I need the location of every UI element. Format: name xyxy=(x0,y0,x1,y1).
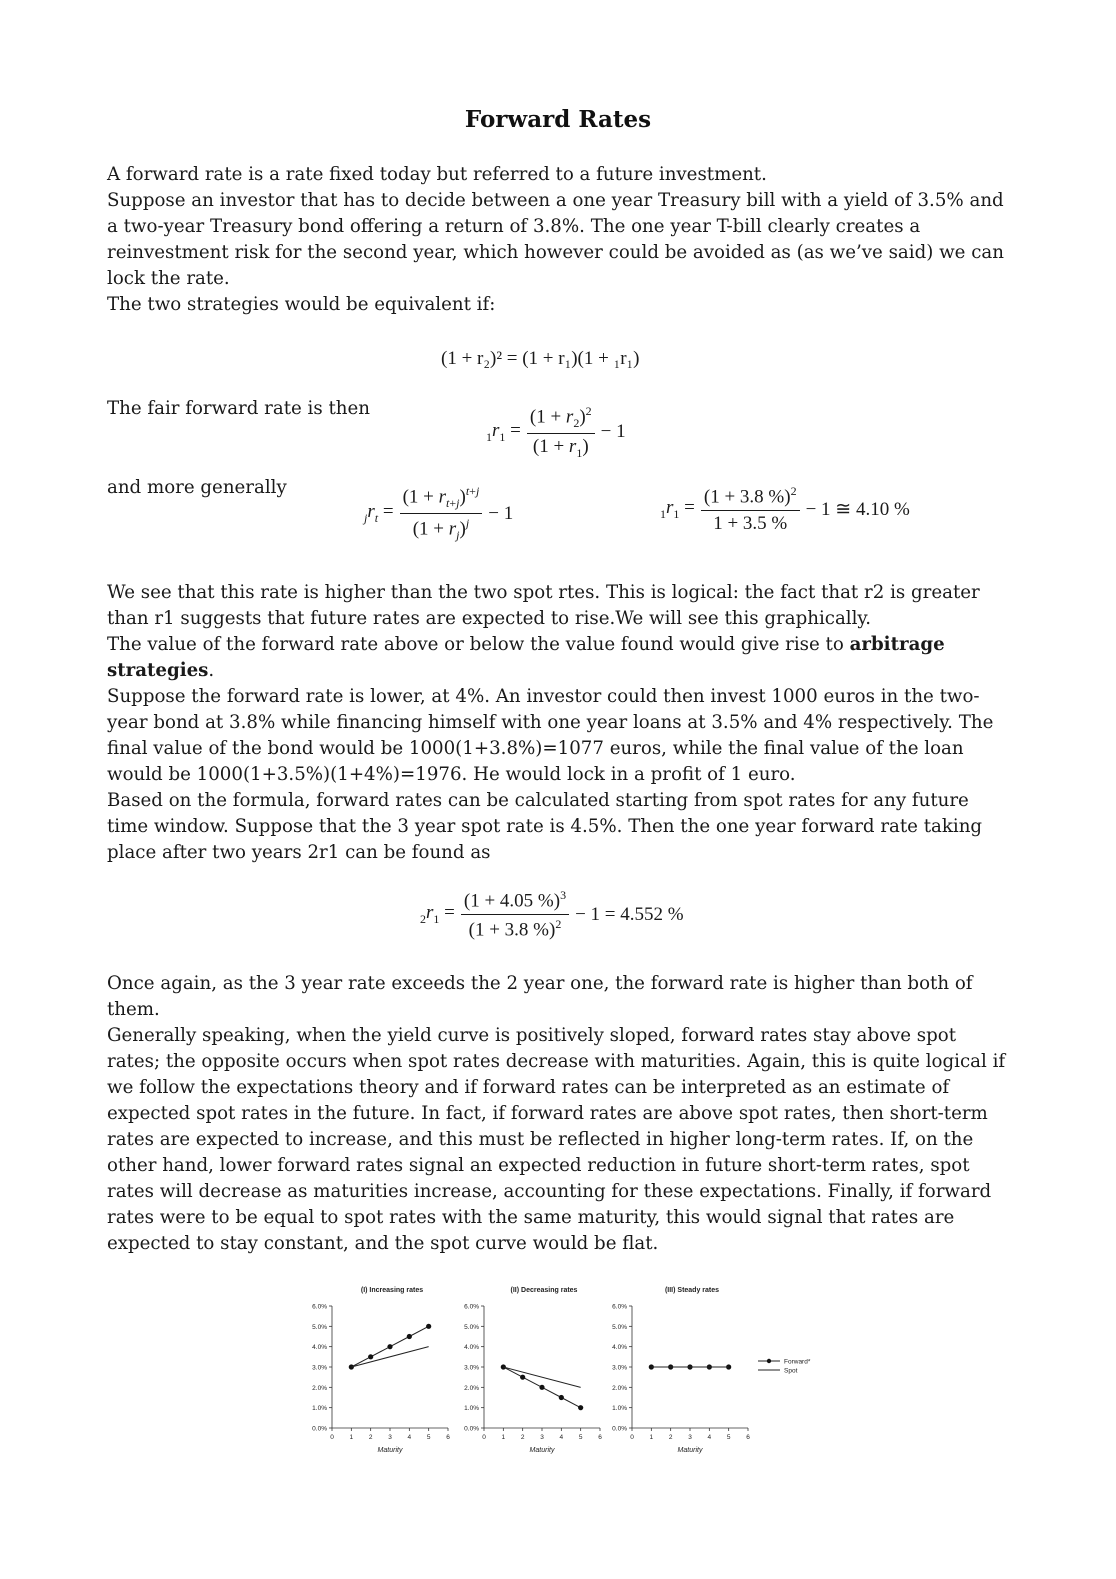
x-tick-label: 6 xyxy=(446,1434,450,1441)
formula-numerator: 4.05 % xyxy=(499,890,554,912)
x-tick-label: 3 xyxy=(540,1434,544,1441)
x-tick-label: 2 xyxy=(668,1434,673,1441)
x-tick-label: 1 xyxy=(649,1434,654,1441)
yield-curve-text xyxy=(107,971,1007,1257)
y-tick-label: 6.0% xyxy=(612,1303,627,1311)
y-tick-label: 1.0% xyxy=(312,1405,327,1413)
y-tick-label: 5.0% xyxy=(612,1323,627,1331)
paragraph: Generally speaking, when the yield curve is positively sloped, forward rates stay above spot rates; the opposite occurs when spot rates decrease with maturities. Again, this is quite logical if we follow the expectations theory and if forward rates can be interpreted as an estimate of expected spot rates in the future. In fact, if forward rates are above spot rates, then short-term rates are expected to increase, and this must be reflected in higher long-term rates. If, on the other hand, lower forward rates signal an expected reduction in future short-term rates, spot rates will decrease as maturities increase, accounting for these expectations. Finally, if forward rates were to be equal to spot rates with the same maturity, this would signal that rates are expected to stay constant, and the spot curve would be flat. xyxy=(107,1025,1006,1254)
y-tick-label: 0.0% xyxy=(312,1425,327,1433)
chart-title: (II) Decreasing rates xyxy=(510,1287,578,1294)
paragraph: The two strategies would be equivalent if: xyxy=(107,294,496,315)
forward-point xyxy=(520,1375,525,1380)
general-label: and more generally xyxy=(107,477,287,498)
forward-point xyxy=(559,1395,564,1400)
arbitrage-bold: arbitrage strategies xyxy=(107,634,945,681)
y-tick-label: 1.0% xyxy=(612,1405,627,1413)
paragraph: Suppose the forward rate is lower, at 4%. An investor could then invest 1000 euros in the two-year bond at 3.8% while financing himself with one year loans at 3.5% and 4% respectively. The final value of the bond would be 1000(1+3.8%)=1077 euros, while the final value of the loan would be 1000(1+3.5%)(1+4%)=1976. He would lock in a profit of 1 euro. xyxy=(107,686,994,785)
x-tick-label: 2 xyxy=(368,1434,373,1441)
equivalence-formula xyxy=(441,348,640,370)
x-tick-label: 1 xyxy=(349,1434,354,1441)
legend-label: Spot xyxy=(784,1367,798,1375)
x-tick-label: 0 xyxy=(630,1434,634,1441)
legend-label: Forward* xyxy=(784,1358,811,1366)
y-tick-label: 0.0% xyxy=(464,1425,479,1433)
x-tick-label: 3 xyxy=(688,1434,692,1441)
y-tick-label: 6.0% xyxy=(464,1303,479,1311)
y-tick-label: 2.0% xyxy=(464,1384,479,1392)
fair-forward-label: The fair forward rate is then xyxy=(107,398,370,419)
formula-denominator: 3.8 % xyxy=(504,919,549,941)
forward-point xyxy=(426,1324,431,1329)
x-tick-label: 0 xyxy=(330,1434,334,1441)
chart-title: (I) Increasing rates xyxy=(360,1287,424,1294)
x-tick-label: 6 xyxy=(746,1434,750,1441)
x-tick-label: 6 xyxy=(598,1434,602,1441)
formula-constant: 1 xyxy=(616,421,626,443)
arbitrage-text xyxy=(107,580,1007,866)
x-tick-label: 4 xyxy=(707,1434,712,1441)
x-axis-label: Maturity xyxy=(677,1447,703,1454)
x-tick-label: 5 xyxy=(726,1434,731,1441)
formula-result: = 4.552 % xyxy=(604,903,684,925)
y-tick-label: 2.0% xyxy=(312,1384,327,1392)
y-tick-label: 2.0% xyxy=(612,1384,627,1392)
formula-text: (1 + r₂)² = (1 + r₁)(1 + ₁r₁) xyxy=(441,348,640,369)
paragraph: A forward rate is a rate fixed today but referred to a future investment. xyxy=(107,164,767,185)
y-tick-label: 4.0% xyxy=(612,1344,627,1352)
formula-denominator: 1 + 3.5 % xyxy=(713,513,788,535)
y-tick-label: 5.0% xyxy=(312,1323,327,1331)
paragraph: We see that this rate is higher than the two spot rtes. This is logical: the fact that r2 is greater than r1 suggests that future rates are expected to rise.We will see this graphically. xyxy=(107,582,980,629)
forward-point xyxy=(407,1334,412,1339)
fair-forward-formula: $_1r_1$ = $\frac{(1 + r_2)^2}{(1 + r_1)}$ − 1 xyxy=(486,404,626,460)
forward-point xyxy=(368,1354,373,1359)
numeric-forward-formula: $_1r_1$ = $\frac{(1 + 3.8 \%)^2}{1 + 3.5 \%}$ − 1 ≅ 4.10 % xyxy=(660,484,910,535)
x-tick-label: 4 xyxy=(407,1434,412,1441)
intro-text xyxy=(107,162,1007,318)
x-tick-label: 4 xyxy=(559,1434,564,1441)
formula-numerator: 3.8 % xyxy=(739,486,785,508)
y-tick-label: 6.0% xyxy=(312,1303,327,1311)
paragraph: Based on the formula, forward rates can be calculated starting from spot rates for any future time window. Suppose that the 3 year spot rate is 4.5%. Then the one year forward rate taking place after two years 2r1 can be found as xyxy=(107,790,983,863)
x-axis-label: Maturity xyxy=(529,1447,555,1454)
x-tick-label: 3 xyxy=(388,1434,392,1441)
forward-spot-charts xyxy=(290,1278,830,1468)
forward-point xyxy=(578,1405,583,1410)
forward-point xyxy=(387,1344,392,1349)
y-tick-label: 1.0% xyxy=(464,1405,479,1413)
y-tick-label: 4.0% xyxy=(464,1344,479,1352)
y-tick-label: 3.0% xyxy=(464,1364,479,1372)
page-title: Forward Rates xyxy=(464,106,652,133)
x-axis-label: Maturity xyxy=(377,1447,403,1454)
y-tick-label: 0.0% xyxy=(612,1425,627,1433)
spot-line xyxy=(351,1347,428,1367)
paragraph: Suppose an investor that has to decide between a one year Treasury bill with a yield of 3.5% and a two-year Treasury bond offering a return of 3.8%. The one year T-bill clearly creates a reinvestment risk for the second year, which however could be avoided as (as we’ve said) we can lock the rate. xyxy=(107,190,1004,289)
spot-line xyxy=(503,1367,580,1387)
chart-title: (III) Steady rates xyxy=(664,1287,720,1294)
legend-forward-marker xyxy=(767,1359,771,1363)
y-tick-label: 3.0% xyxy=(312,1364,327,1372)
forward-point xyxy=(539,1385,544,1390)
x-tick-label: 5 xyxy=(426,1434,431,1441)
two-year-forward-formula: $_2r_1$ = $\frac{(1 + 4.05 \%)^3}{(1 + 3.8 \%)^2}$ − 1 = 4.552 % xyxy=(420,888,684,941)
x-tick-label: 1 xyxy=(501,1434,506,1441)
y-tick-label: 3.0% xyxy=(612,1364,627,1372)
general-forward-formula: $_jr_t$ = $\frac{(1 + r_{t+j})^{t+j}}{(1 + r_j)^j}$ − 1 xyxy=(364,484,514,543)
x-tick-label: 5 xyxy=(578,1434,583,1441)
paragraph: Once again, as the 3 year rate exceeds the 2 year one, the forward rate is higher than both of them. xyxy=(107,973,973,1020)
x-tick-label: 2 xyxy=(520,1434,525,1441)
arbitrage-paragraph: The value of the forward rate above or below the value found would give rise to arbitrage strategies. xyxy=(107,634,945,681)
formula-result: ≅ 4.10 % xyxy=(835,499,910,521)
y-tick-label: 4.0% xyxy=(312,1344,327,1352)
x-tick-label: 0 xyxy=(482,1434,486,1441)
y-tick-label: 5.0% xyxy=(464,1323,479,1331)
